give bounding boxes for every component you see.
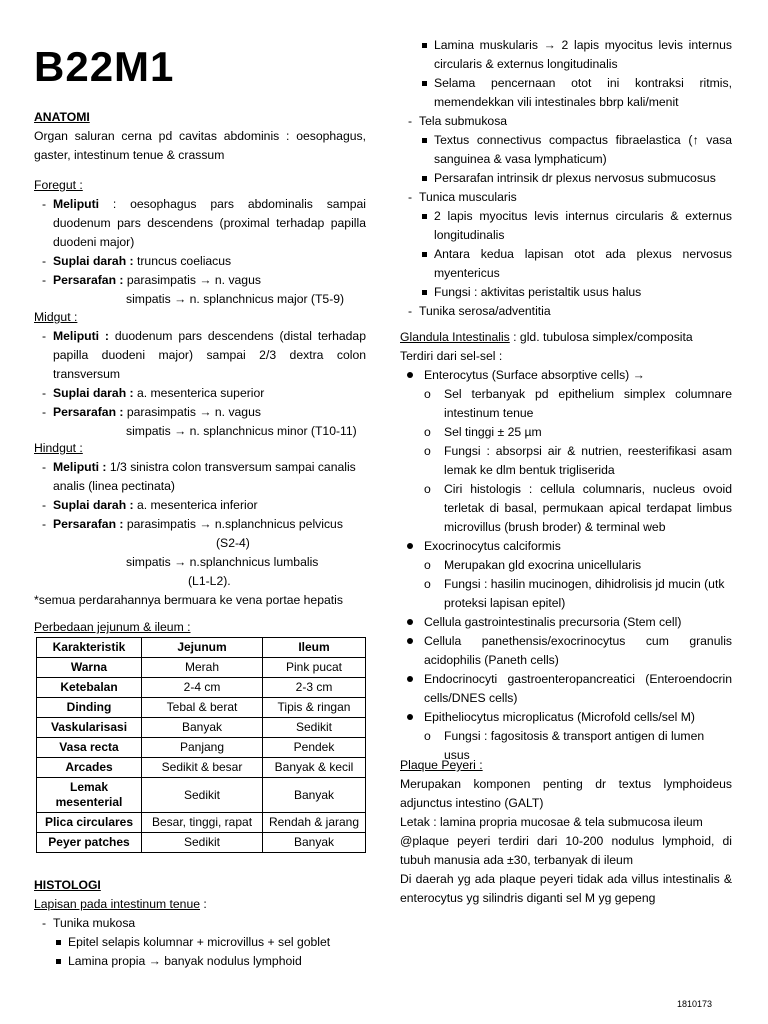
midgut-section xyxy=(34,308,366,441)
table-cell: Tebal & berat xyxy=(142,698,263,718)
list-item: - Suplai darah : a. mesenterica inferior xyxy=(34,496,366,515)
submukosa-list xyxy=(400,131,732,188)
list-item: Cellula panethensis/exocrinocytus cum granulis acidophilis (Paneth cells) xyxy=(400,632,732,670)
table-cell: 2-4 cm xyxy=(142,678,263,698)
hindgut-list xyxy=(34,458,366,534)
table-cell: Sedikit xyxy=(142,833,263,853)
anatomi-intro: Organ saluran cerna pd cavitas abdominis : oesophagus, gaster, intestinum tenue & crassum xyxy=(34,129,366,162)
anatomi-section xyxy=(34,108,366,165)
list-item: - Suplai darah : a. mesenterica superior xyxy=(34,384,366,403)
row-header-cell: Arcades xyxy=(37,758,142,778)
enterocytus-list xyxy=(400,385,732,537)
table-row xyxy=(37,738,366,758)
glandula-heading: Glandula Intestinalis : gld. tubulosa simplex/composita xyxy=(400,330,693,344)
foregut-section xyxy=(34,176,366,309)
list-item: Endocrinocyti gastroenteropancreatici (Enteroendocrin cells/DNES cells) xyxy=(400,670,732,708)
list-item: o Sel terbanyak pd epithelium simplex columnare intestinum tenue xyxy=(400,385,732,423)
list-item: o Fungsi : absorpsi air & nutrien, reesterifikasi asam lemak ke dlm bentuk trigliserida xyxy=(400,442,732,480)
list-item: - Persarafan : parasimpatis → n. vagus xyxy=(34,271,366,290)
plaque-para: Di daerah yg ada plaque peyeri tidak ada villus intestinalis & enterocytus yg silindris diganti sel M yg gepeng xyxy=(400,872,732,905)
table-cell: 2-3 cm xyxy=(263,678,366,698)
row-header-cell: Plica circulares xyxy=(37,813,142,833)
list-item: Fungsi : aktivitas peristaltik usus halus xyxy=(400,283,732,302)
document-title: B22M1 xyxy=(34,43,175,90)
histologi-section xyxy=(34,876,366,971)
list-item: o Sel tinggi ± 25 µm xyxy=(400,423,732,442)
table-cell: Banyak & kecil xyxy=(263,758,366,778)
histologi-heading: HISTOLOGI xyxy=(34,878,101,892)
list-item: Lamina muskularis → 2 lapis myocitus levis internus circularis & externus longitudinalis xyxy=(400,36,732,74)
list-item: Antara kedua lapisan otot ada plexus nervosus myentericus xyxy=(400,245,732,283)
table-cell: Rendah & jarang xyxy=(263,813,366,833)
table-row xyxy=(37,813,366,833)
mukosa-list-right xyxy=(400,36,732,112)
foregut-heading: Foregut : xyxy=(34,178,83,192)
muscularis-list xyxy=(400,207,732,302)
row-header-cell: Lemak mesenterial xyxy=(37,778,142,813)
list-item: - Meliputi : duodenum pars descendens (distal terhadap papilla duodeni major) sampai 2/3 dextra colon transversum xyxy=(34,327,366,384)
histologi-sub: Lapisan pada intestinum tenue : xyxy=(34,897,207,911)
glandula-intro: Terdiri dari sel-sel : xyxy=(400,349,503,363)
list-item: - Suplai darah : truncus coeliacus xyxy=(34,252,366,271)
table-row xyxy=(37,778,366,813)
table-cell: Sedikit & besar xyxy=(142,758,263,778)
table-cell: Banyak xyxy=(142,718,263,738)
list-item: Selama pencernaan otot ini kontraksi ritmis, memendekkan vili intestinales bbrp kali/menit xyxy=(400,74,732,112)
table-row xyxy=(37,758,366,778)
table-cell: Banyak xyxy=(263,778,366,813)
glandula-section xyxy=(400,328,732,765)
table-heading: Perbedaan jejunum & ileum : xyxy=(34,620,191,634)
list-item: - Meliputi : 1/3 sinistra colon transversum sampai canalis analis (linea pectinata) xyxy=(34,458,366,496)
list-item: o Fungsi : fagositosis & transport antigen di lumen usus xyxy=(400,727,732,765)
exocrino-list xyxy=(400,556,732,613)
list-item: - Tunika serosa/adventitia xyxy=(400,302,732,321)
list-item: Lamina propia → banyak nodulus lymphoid xyxy=(34,952,366,971)
row-header-cell: Ketebalan xyxy=(37,678,142,698)
foregut-list xyxy=(34,195,366,290)
list-item: - Persarafan : parasimpatis → n. vagus xyxy=(34,403,366,422)
list-item: Persarafan intrinsik dr plexus nervosus submucosus xyxy=(400,169,732,188)
plaque-para: Merupakan komponen penting dr textus lymphoideus adjunctus intestino (GALT) xyxy=(400,777,732,810)
list-item: Enterocytus (Surface absorptive cells) → xyxy=(400,366,732,385)
list-item: Cellula gastrointestinalis precursoria (Stem cell) xyxy=(400,613,732,632)
table-cell: Tipis & ringan xyxy=(263,698,366,718)
list-item: - Persarafan : parasimpatis → n.splanchnicus pelvicus xyxy=(34,515,366,534)
list-item: Epitel selapis kolumnar + microvillus + sel goblet xyxy=(34,933,366,952)
table-cell: Pink pucat xyxy=(263,658,366,678)
table-cell: Panjang xyxy=(142,738,263,758)
hindgut-simpatis: simpatis → n.splanchnicus lumbalis xyxy=(126,555,319,569)
list-item: Exocrinocytus calciformis xyxy=(400,537,732,556)
list-item: o Ciri histologis : cellula columnaris, nucleus ovoid terletak di basal, permukaan apical terdapat limbus microvillus (brush broder) & terminal web xyxy=(400,480,732,537)
table-cell: Sedikit xyxy=(263,718,366,738)
foregut-simpatis: simpatis → n. splanchnicus major (T5-9) xyxy=(126,292,345,306)
row-header-cell: Vaskularisasi xyxy=(37,718,142,738)
hindgut-note: *semua perdarahannya bermuara ke vena portae hepatis xyxy=(34,593,343,607)
table-cell: Pendek xyxy=(263,738,366,758)
list-item: 2 lapis myocitus levis internus circularis & externus longitudinalis xyxy=(400,207,732,245)
table-cell: Besar, tinggi, rapat xyxy=(142,813,263,833)
midgut-simpatis: simpatis → n. splanchnicus minor (T10-11) xyxy=(126,424,357,438)
table-row xyxy=(37,658,366,678)
anatomi-heading: ANATOMI xyxy=(34,110,90,124)
hindgut-para-cont: (S2-4) xyxy=(216,536,250,550)
column-header: Ileum xyxy=(263,638,366,658)
histologi-continued xyxy=(400,36,732,321)
mukosa-list-left xyxy=(34,933,366,971)
row-header-cell: Dinding xyxy=(37,698,142,718)
hindgut-simpatis-cont: (L1-L2). xyxy=(188,574,231,588)
hindgut-heading: Hindgut : xyxy=(34,441,83,455)
row-header-cell: Vasa recta xyxy=(37,738,142,758)
column-header: Karakteristik xyxy=(37,638,142,658)
plaque-section xyxy=(400,756,732,908)
table-header-row xyxy=(37,638,366,658)
table-cell: Sedikit xyxy=(142,778,263,813)
list-item: - Tunika mukosa xyxy=(34,914,366,933)
list-item: o Fungsi : hasilin mucinogen, dihidrolisis jd mucin (utk proteksi lapisan epitel) xyxy=(400,575,732,613)
list-item: - Tunica muscularis xyxy=(400,188,732,207)
page-number: 1810173 xyxy=(677,999,713,1009)
plaque-para: @plaque peyeri terdiri dari 10-200 nodulus lymphoid, di tubuh manusia ada ±30, terbanyak di ileum xyxy=(400,834,732,867)
cell-list xyxy=(400,613,732,727)
list-item: o Merupakan gld exocrina unicellularis xyxy=(400,556,732,575)
midgut-heading: Midgut : xyxy=(34,310,78,324)
list-item: Textus connectivus compactus fibraelastica (↑ vasa sanguinea & vasa lymphaticum) xyxy=(400,131,732,169)
midgut-list xyxy=(34,327,366,422)
row-header-cell: Peyer patches xyxy=(37,833,142,853)
table-row xyxy=(37,678,366,698)
table-cell: Merah xyxy=(142,658,263,678)
list-item: Epitheliocytus microplicatus (Microfold cells/sel M) xyxy=(400,708,732,727)
table-row xyxy=(37,833,366,853)
table-row xyxy=(37,718,366,738)
plaque-para: Letak : lamina propria mucosae & tela submucosa ileum xyxy=(400,815,703,829)
list-item: - Tela submukosa xyxy=(400,112,732,131)
comparison-table xyxy=(36,637,366,853)
table-cell: Banyak xyxy=(263,833,366,853)
list-item: - Meliputi : oesophagus pars abdominalis sampai duodenum pars descendens (proximal terhadap papilla duodeni major) xyxy=(34,195,366,252)
table-row xyxy=(37,698,366,718)
column-header: Jejunum xyxy=(142,638,263,658)
hindgut-section xyxy=(34,439,366,610)
plaque-heading: Plaque Peyeri : xyxy=(400,758,483,772)
row-header-cell: Warna xyxy=(37,658,142,678)
